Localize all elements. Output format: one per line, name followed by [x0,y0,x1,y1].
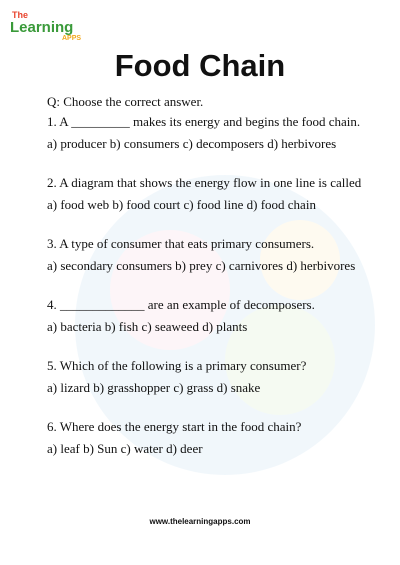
learning-apps-logo [6,8,96,42]
question-options: a) leaf b) Sun c) water d) deer [47,441,203,456]
question-options: a) food web b) food court c) food line d) food chain [47,197,316,212]
question-text: 5. Which of the following is a primary consumer? [47,358,307,373]
question-block-1 [47,114,377,152]
question-options: a) lizard b) grasshopper c) grass d) snake [47,380,261,395]
question-block-4 [47,297,377,335]
question-text: 4. _____________ are an example of decomposers. [47,297,315,312]
question-block-5 [47,358,377,396]
footer-url: www.thelearningapps.com [149,517,251,526]
question-text: 2. A diagram that shows the energy flow in one line is called [47,175,362,190]
instruction-text: Q: Choose the correct answer. [47,94,204,109]
logo-the: The [12,10,29,20]
worksheet-content [47,94,377,480]
question-options: a) bacteria b) fish c) seaweed d) plants [47,319,248,334]
question-options: a) secondary consumers b) prey c) carnivores d) herbivores [47,258,356,273]
page-title: Food Chain [114,48,286,83]
logo-apps: APPS [62,35,82,42]
question-text: 6. Where does the energy start in the food chain? [47,419,302,434]
question-text: 3. A type of consumer that eats primary consumers. [47,236,315,251]
question-text: 1. A _________ makes its energy and begins the food chain. [47,114,361,129]
question-block-6 [47,419,377,457]
logo-learning: Learning [10,19,74,36]
question-block-3 [47,236,377,274]
question-options: a) producer b) consumers c) decomposers d) herbivores [47,136,337,151]
question-block-2 [47,175,377,213]
